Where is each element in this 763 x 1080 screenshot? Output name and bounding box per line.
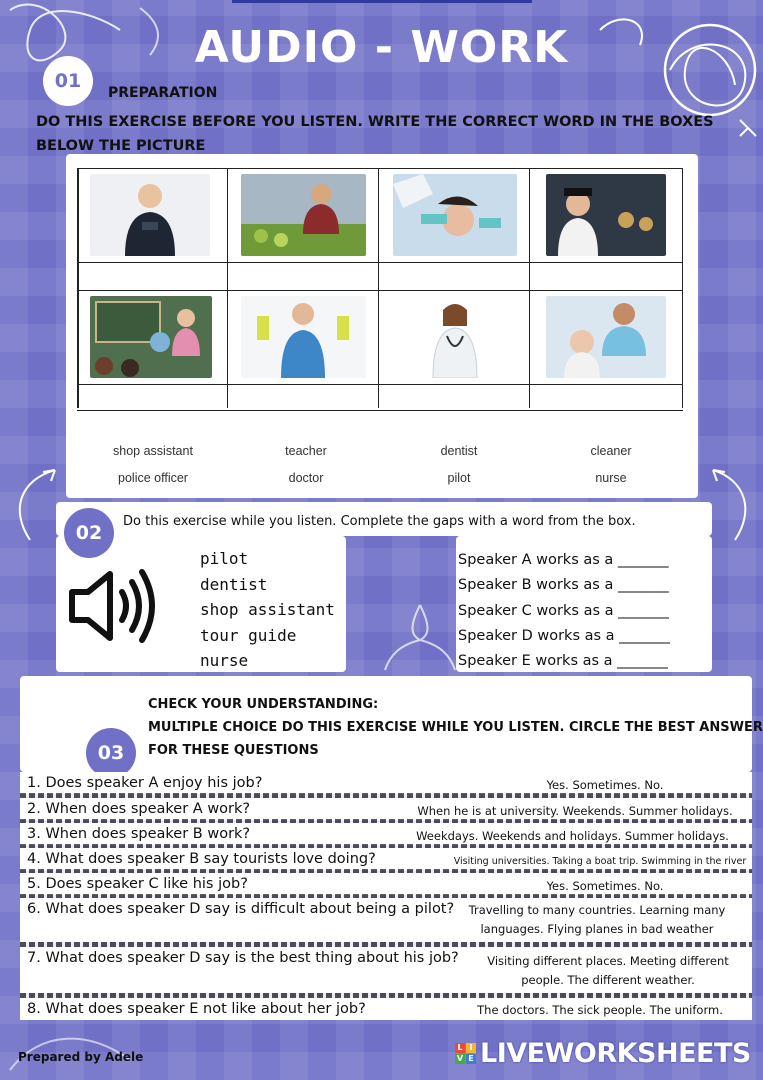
section-2-badge: 02 [64, 508, 114, 558]
dentist-photo [393, 174, 517, 256]
section-3-heading-2: MULTIPLE CHOICE DO THIS EXERCISE WHILE YOU LISTEN. CIRCLE THE BEST ANSWER [148, 720, 763, 735]
logo-letter: E [466, 1054, 476, 1064]
teacher-photo [90, 296, 212, 378]
question-row [20, 873, 752, 895]
word-bank-item: doctor [288, 471, 324, 485]
speaker-c-line[interactable]: Speaker C works as a _______ [458, 603, 669, 619]
doctor-photo [393, 296, 517, 378]
credit-text: Prepared by Adele [18, 1050, 144, 1064]
answer-options[interactable]: Visiting universities. Taking a boat trip. Swimming in the river [453, 856, 747, 867]
question-text: 4. What does speaker B say tourists love doing? [27, 851, 376, 867]
word-bank-item: pilot [447, 471, 471, 485]
top-bar [232, 0, 532, 3]
logo-mark [455, 1043, 476, 1064]
grid-line [682, 168, 683, 408]
question-row [20, 947, 752, 993]
section-3-heading-1: CHECK YOUR UNDERSTANDING: [148, 697, 379, 712]
answer-options[interactable]: Weekdays. Weekends and holidays. Summer holidays. [416, 829, 729, 843]
doodle-flower [380, 600, 460, 680]
word-bank-item: shop assistant [113, 444, 193, 458]
answer-options[interactable]: The doctors. The sick people. The uniform. [477, 1003, 723, 1017]
speaker-a-line[interactable]: Speaker A works as a _______ [458, 552, 669, 568]
speaker-b-line[interactable]: Speaker B works as a _______ [458, 577, 669, 593]
logo-text: LIVEWORKSHEETS [480, 1038, 751, 1069]
answer-options[interactable]: Travelling to many countries. Learning many languages. Flying planes in bad weather [468, 903, 726, 936]
speaker-d-line[interactable]: Speaker D works as a _______ [458, 628, 670, 644]
section-1-badge: 01 [43, 56, 93, 106]
word-bank-item: teacher [285, 444, 327, 458]
answer-options[interactable]: Yes. Sometimes. No. [546, 879, 664, 893]
grid-line [77, 290, 683, 291]
speaker-icon[interactable] [66, 566, 158, 646]
question-row [20, 848, 752, 870]
word-bank-item: dentist [440, 444, 478, 458]
logo-letter: L [455, 1043, 465, 1053]
gap-word: nurse [200, 651, 249, 670]
word-bank-item: cleaner [590, 444, 632, 458]
section-1-label: PREPARATION [108, 85, 218, 101]
grid-line [77, 410, 683, 411]
section-1-instructions: DO THIS EXERCISE BEFORE YOU LISTEN. WRITE THE CORRECT WORD IN THE BOXES BELOW THE PICTURE [36, 114, 714, 154]
logo-letter: I [466, 1043, 476, 1053]
grid-line [77, 262, 683, 263]
grid-line [227, 168, 228, 408]
question-row [20, 898, 752, 942]
grid-line [378, 168, 379, 408]
logo-letter: V [456, 1054, 464, 1063]
question-text: 7. What does speaker D say is the best thing about his job? [27, 950, 459, 966]
grid-line [529, 168, 530, 408]
speaker-e-line[interactable]: Speaker E works as a _______ [458, 653, 668, 669]
doodle-right-arrow [705, 460, 763, 550]
gap-word: pilot [200, 549, 249, 568]
pilot-photo [546, 174, 666, 256]
gap-word: shop assistant [200, 600, 335, 619]
question-text: 5. Does speaker C like his job? [27, 876, 248, 892]
page-title: AUDIO - WORK [194, 22, 569, 73]
question-text: 6. What does speaker D say is difficult about being a pilot? [27, 901, 455, 917]
gap-word: tour guide [200, 625, 297, 645]
question-row [20, 998, 752, 1020]
section-2-instructions: Do this exercise while you listen. Complete the gaps with a word from the box. [123, 514, 636, 529]
section-3-badge: 03 [86, 728, 136, 778]
police-officer-photo [90, 174, 210, 256]
question-text: 1. Does speaker A enjoy his job? [27, 775, 263, 791]
grid-line [77, 384, 683, 385]
gap-word: dentist [200, 574, 268, 594]
nurse-photo [546, 296, 666, 378]
section-3-heading-3: FOR THESE QUESTIONS [148, 743, 319, 758]
question-row [20, 823, 752, 845]
answer-options[interactable]: Yes. Sometimes. No. [546, 778, 664, 792]
question-text: 8. What does speaker E not like about her job? [27, 1001, 366, 1017]
answer-options[interactable]: Visiting different places. Meeting different people. The different weather. [487, 954, 729, 987]
question-text: 2. When does speaker A work? [27, 801, 251, 817]
question-text: 3. When does speaker B work? [27, 826, 251, 842]
section-1-panel [66, 154, 698, 498]
word-bank-item: police officer [118, 471, 188, 485]
answer-options[interactable]: When he is at university. Weekends. Summer holidays. [417, 804, 733, 818]
grid-line [77, 168, 683, 169]
cleaner-photo [241, 296, 366, 378]
question-row [20, 772, 752, 794]
grid-line [77, 168, 79, 408]
shop-assistant-photo [241, 174, 366, 256]
word-bank-item: nurse [595, 471, 627, 485]
gap-word-box [200, 546, 335, 674]
liveworksheets-logo[interactable] [455, 1038, 751, 1069]
question-row [20, 798, 752, 820]
